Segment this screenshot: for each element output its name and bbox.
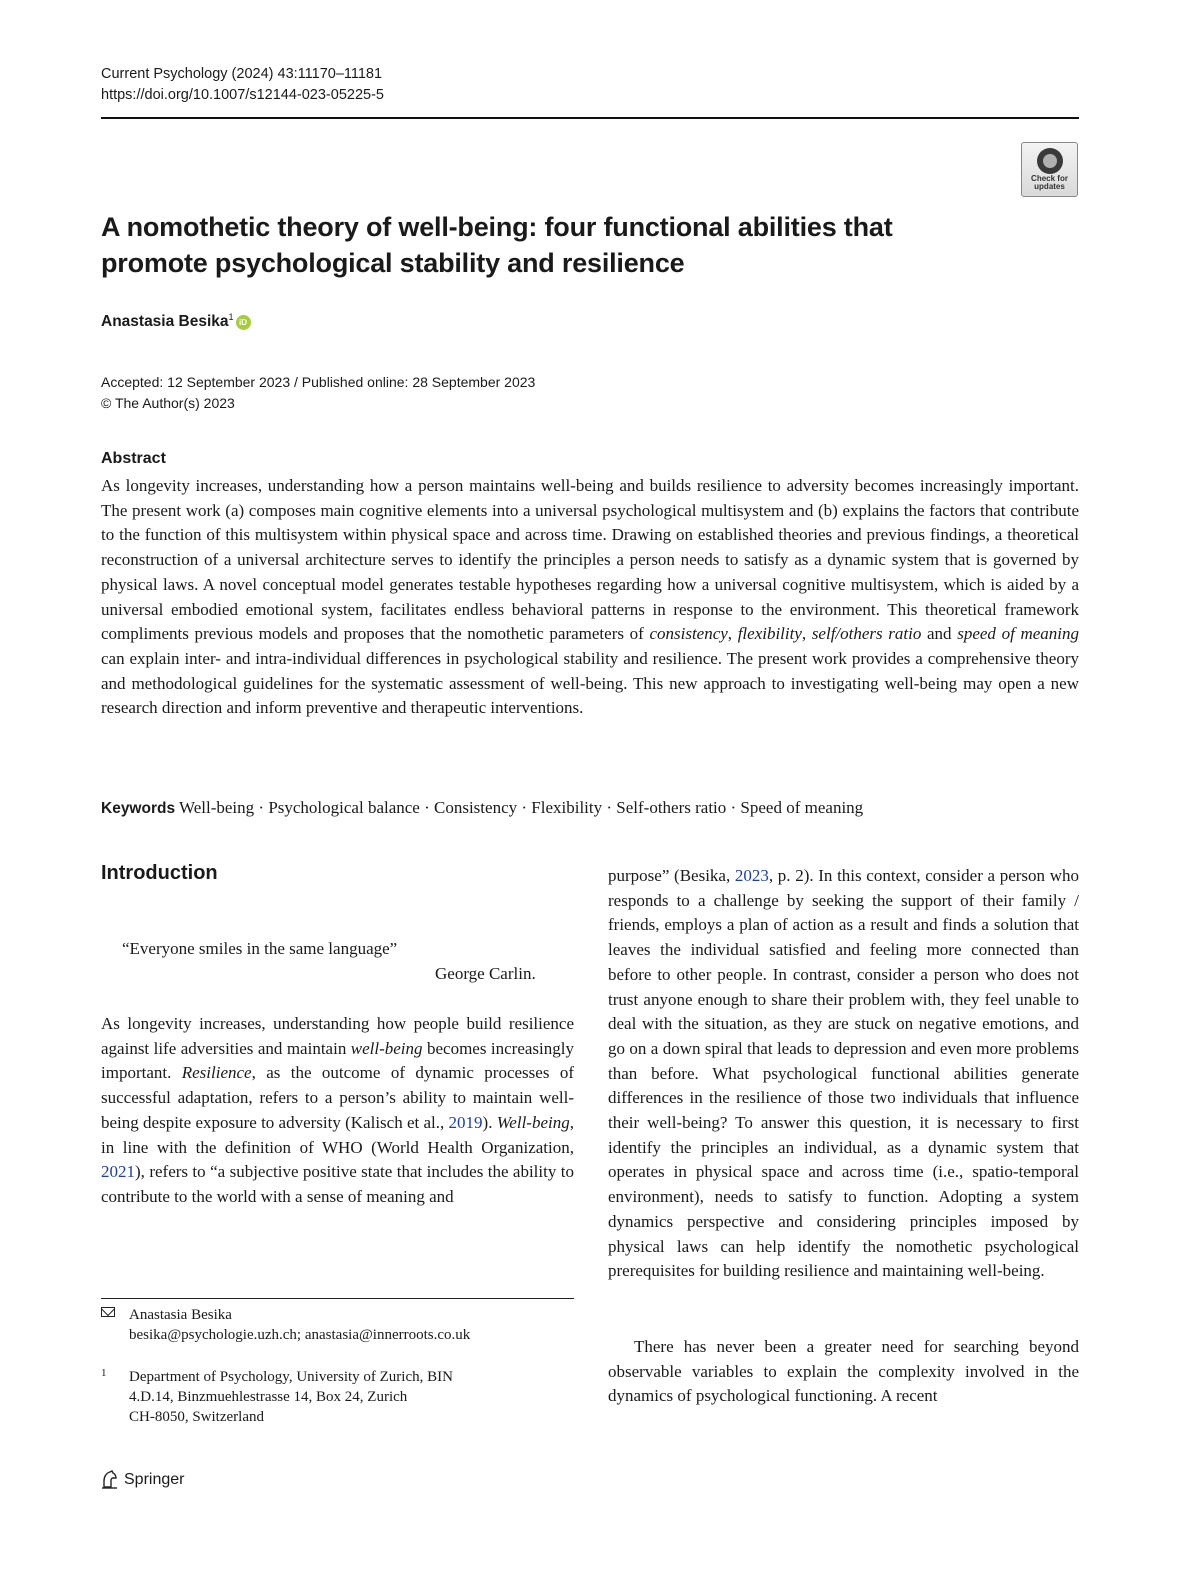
introduction-left-column bbox=[101, 1012, 574, 1210]
doi-link[interactable]: https://doi.org/10.1007/s12144-023-05225-5 bbox=[101, 87, 384, 103]
correspondence-name: Anastasia Besika bbox=[129, 1307, 232, 1323]
introduction-right-column bbox=[608, 864, 1079, 1284]
italic-term: Resilience bbox=[181, 1063, 252, 1083]
correspondence-footnote bbox=[101, 1305, 574, 1345]
citation-link[interactable]: 2023 bbox=[734, 866, 769, 885]
body-text: ), refers to “a subjective positive state that includes the ability to contribute to the world with a sense of meaning and bbox=[101, 1162, 574, 1206]
correspondence-emails[interactable]: besika@psychologie.uzh.ch; anastasia@innerroots.co.uk bbox=[129, 1327, 471, 1343]
body-text: , as the outcome of dynamic processes of successful adaptation, refers to a person’s ability to maintain well-being despite exposure to adversity (Kalisch et al., bbox=[101, 1063, 574, 1132]
author-line bbox=[101, 312, 251, 331]
check-for-updates-badge[interactable] bbox=[1021, 142, 1078, 197]
abstract-term: speed of meaning bbox=[957, 624, 1079, 644]
citation-link[interactable]: 2021 bbox=[101, 1162, 135, 1182]
article-title: A nomothetic theory of well-being: four functional abilities that promote psychological stability and resilience bbox=[101, 212, 893, 278]
keywords-list: Well-being · Psychological balance · Consistency · Flexibility · Self-others ratio · Speed of meaning bbox=[179, 798, 864, 817]
italic-term: well-being bbox=[350, 1038, 423, 1058]
body-text: purpose” (Besika, bbox=[608, 866, 735, 885]
keywords-line bbox=[101, 796, 1079, 821]
footnote-rule bbox=[101, 1298, 574, 1299]
abstract-term: flexibility bbox=[737, 624, 802, 644]
abstract-separator: , bbox=[801, 624, 812, 644]
epigraph-author: George Carlin. bbox=[435, 964, 536, 983]
italic-term: Well-being bbox=[496, 1112, 570, 1132]
citation-link[interactable]: 2019 bbox=[448, 1112, 483, 1132]
check-for-updates-icon bbox=[1037, 148, 1063, 174]
orcid-icon[interactable]: iD bbox=[236, 315, 251, 330]
body-text: becomes increasingly important. bbox=[101, 1038, 574, 1083]
epigraph-quote: “Everyone smiles in the same language” bbox=[122, 939, 398, 958]
publisher-name: Springer bbox=[124, 1470, 185, 1488]
body-text: ). bbox=[482, 1112, 497, 1132]
check-for-updates-label: Check for updates bbox=[1031, 174, 1068, 191]
journal-citation: Current Psychology (2024) 43:11170–11181 bbox=[101, 66, 383, 82]
body-text: As longevity increases, understanding how people build resilience against life adversities and maintain bbox=[101, 1014, 574, 1058]
springer-horse-icon bbox=[101, 1470, 118, 1489]
journal-header bbox=[101, 64, 801, 106]
body-text: , p. 2). In this context, consider a person who responds to a challenge by seeking the support of their family / friends, employs a plan of action as a result and finds a solution that leaves the individual satisfied and feeling more connected than before to other people. In contrast, consider a person who does not trust anyone enough to share their problem with, they feel unable to deal with the situation, as they are stuck on negative emotions, and go on a down spiral that leads to depression and even more problems than before. What psychological functional abilities generate differences in the resilience of those two individuals that influence their well-being? To answer this question, it is necessary to first identify the principles an individual, as a dynamic system that operates in physical space and across time (i.e., spatio-temporal environment), needs to satisfy to function. Adopting a system dynamics perspective and considering principles imposed by physical laws can help identify the nomothetic psychological prerequisites for building resilience and maintaining well-being. bbox=[608, 866, 1079, 1281]
affiliation-line: 4.D.14, Binzmuehlestrasse 14, Box 24, Zurich bbox=[129, 1389, 408, 1405]
affiliation-mark: 1 bbox=[228, 312, 234, 322]
introduction-right-paragraph-2: There has never been a greater need for searching beyond observable variables to explain the complexity involved in the dynamics of psychological functioning. A recent bbox=[608, 1337, 1079, 1406]
author-name[interactable]: Anastasia Besika bbox=[101, 313, 229, 331]
abstract-term: consistency bbox=[649, 624, 728, 644]
envelope-icon bbox=[101, 1307, 115, 1317]
affiliation-number: 1 bbox=[101, 1367, 107, 1379]
abstract-heading: Abstract bbox=[101, 450, 166, 467]
abstract-text-part: can explain inter- and intra-individual differences in psychological stability and resilience. The present work provides a comprehensive theory and methodological guidelines for the systematic assessment of well-being. This new approach to investigating well-being may open a new research direction and inform preventive and therapeutic interventions. bbox=[101, 648, 1079, 718]
abstract-separator: and bbox=[921, 624, 958, 644]
abstract-text bbox=[101, 474, 1079, 721]
article-dates bbox=[101, 372, 535, 414]
publisher-logo bbox=[101, 1470, 184, 1489]
affiliation-footnote bbox=[101, 1367, 574, 1427]
keywords-label: Keywords bbox=[101, 800, 176, 817]
abstract-term: self/others ratio bbox=[811, 624, 922, 644]
header-rule bbox=[101, 117, 1079, 119]
body-text: , in line with the definition of WHO (World Health Organization, bbox=[101, 1112, 574, 1157]
abstract-separator: , bbox=[727, 624, 738, 644]
copyright-notice: © The Author(s) 2023 bbox=[101, 395, 235, 411]
introduction-heading: Introduction bbox=[101, 862, 218, 884]
accepted-published-dates: Accepted: 12 September 2023 / Published online: 28 September 2023 bbox=[101, 374, 536, 390]
affiliation-line: Department of Psychology, University of Zurich, BIN bbox=[129, 1369, 453, 1385]
abstract-text-part: As longevity increases, understanding how a person maintains well-being and builds resilience to adversity becomes increasingly important. The present work (a) composes main cognitive elements into a universal psychological multisystem and (b) explains the factors that contribute to the function of this multisystem within physical space and across time. Drawing on established theories and previous findings, a theoretical reconstruction of a universal architecture serves to identify the principles a person needs to satisfy as a dynamic system that is governed by physical laws. A novel conceptual model generates testable hypotheses regarding how a universal cognitive multisystem, which is aided by a universal embodied emotional system, facilitates endless behavioral patterns in response to the environment. This theoretical framework compliments previous models and proposes that the nomothetic parameters of bbox=[101, 476, 1079, 644]
affiliation-line: CH-8050, Switzerland bbox=[129, 1409, 264, 1425]
